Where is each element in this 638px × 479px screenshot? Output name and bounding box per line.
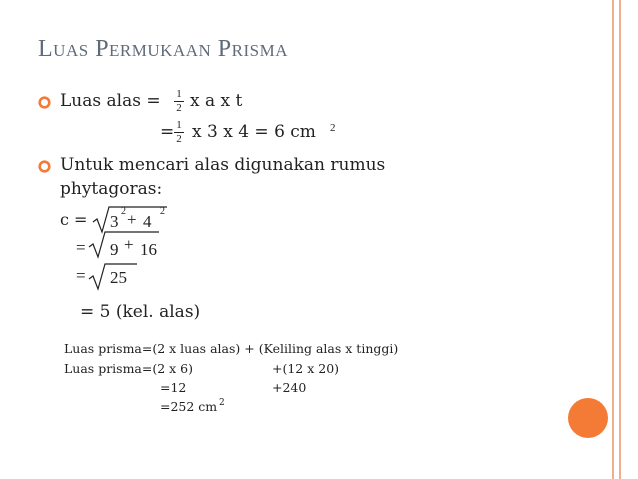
title-rest-2: ermukaan bbox=[109, 36, 212, 62]
eq2-b: 16 bbox=[140, 240, 157, 259]
frac-den-1: 2 bbox=[176, 102, 182, 114]
eq-c-sup-b: 2 bbox=[160, 206, 165, 217]
eq4-result: = 5 (kel. alas) bbox=[80, 302, 201, 322]
eq-c-sup-a: 2 bbox=[121, 206, 126, 217]
bullet-2-continuation: phytagoras: bbox=[60, 179, 163, 199]
calc-line-3a: =12 bbox=[160, 380, 187, 395]
title-initial-3: P bbox=[217, 36, 232, 62]
eq-c-plus: + bbox=[127, 210, 137, 229]
eq-c-lhs: c = bbox=[60, 210, 88, 229]
eq2-a: 9 bbox=[110, 240, 119, 259]
bullet-icon bbox=[38, 160, 51, 173]
fraction-half-1 bbox=[174, 89, 184, 114]
bullet-2-text: Untuk mencari alas digunakan rumus bbox=[60, 155, 386, 175]
slide-title bbox=[38, 36, 288, 63]
decorative-circle bbox=[568, 398, 608, 438]
bullet-1-text: Luas alas = bbox=[60, 91, 161, 111]
eq-c-a: 3 bbox=[110, 212, 119, 231]
rail-line-right bbox=[619, 0, 621, 479]
bullet-icon bbox=[38, 96, 51, 109]
calc-line-4: =252 cm bbox=[160, 399, 218, 414]
title-rest-1: uas bbox=[53, 36, 89, 62]
calc-line-1: Luas prisma=(2 x luas alas) + (Keliling alas x tinggi) bbox=[64, 341, 399, 356]
line2-prefix: = bbox=[160, 122, 175, 142]
eq-c-b: 4 bbox=[143, 212, 152, 231]
frac-num-2: 1 bbox=[176, 119, 182, 131]
eq3-expr: 25 bbox=[110, 268, 127, 287]
rail-line-left bbox=[612, 0, 614, 479]
frac-den-2: 2 bbox=[176, 133, 182, 145]
line1-tail: x a x t bbox=[190, 91, 243, 111]
frac-num-1: 1 bbox=[176, 88, 182, 100]
line2-sup: 2 bbox=[330, 122, 336, 134]
line2-tail: x 3 x 4 = 6 cm bbox=[192, 122, 316, 142]
eq2-plus: + bbox=[124, 235, 134, 254]
fraction-half-2 bbox=[174, 120, 184, 145]
title-initial-2: P bbox=[95, 36, 110, 62]
calc-line-2b: +(12 x 20) bbox=[272, 361, 340, 376]
title-initial-1: L bbox=[38, 36, 54, 62]
eq2-equals: = bbox=[76, 238, 86, 257]
title-rest-3: risma bbox=[231, 36, 288, 62]
eq3-equals: = bbox=[76, 266, 86, 285]
calc-line-2a: Luas prisma=(2 x 6) bbox=[64, 361, 194, 376]
calc-line-4-sup: 2 bbox=[219, 398, 225, 408]
calc-line-3b: +240 bbox=[272, 380, 307, 395]
